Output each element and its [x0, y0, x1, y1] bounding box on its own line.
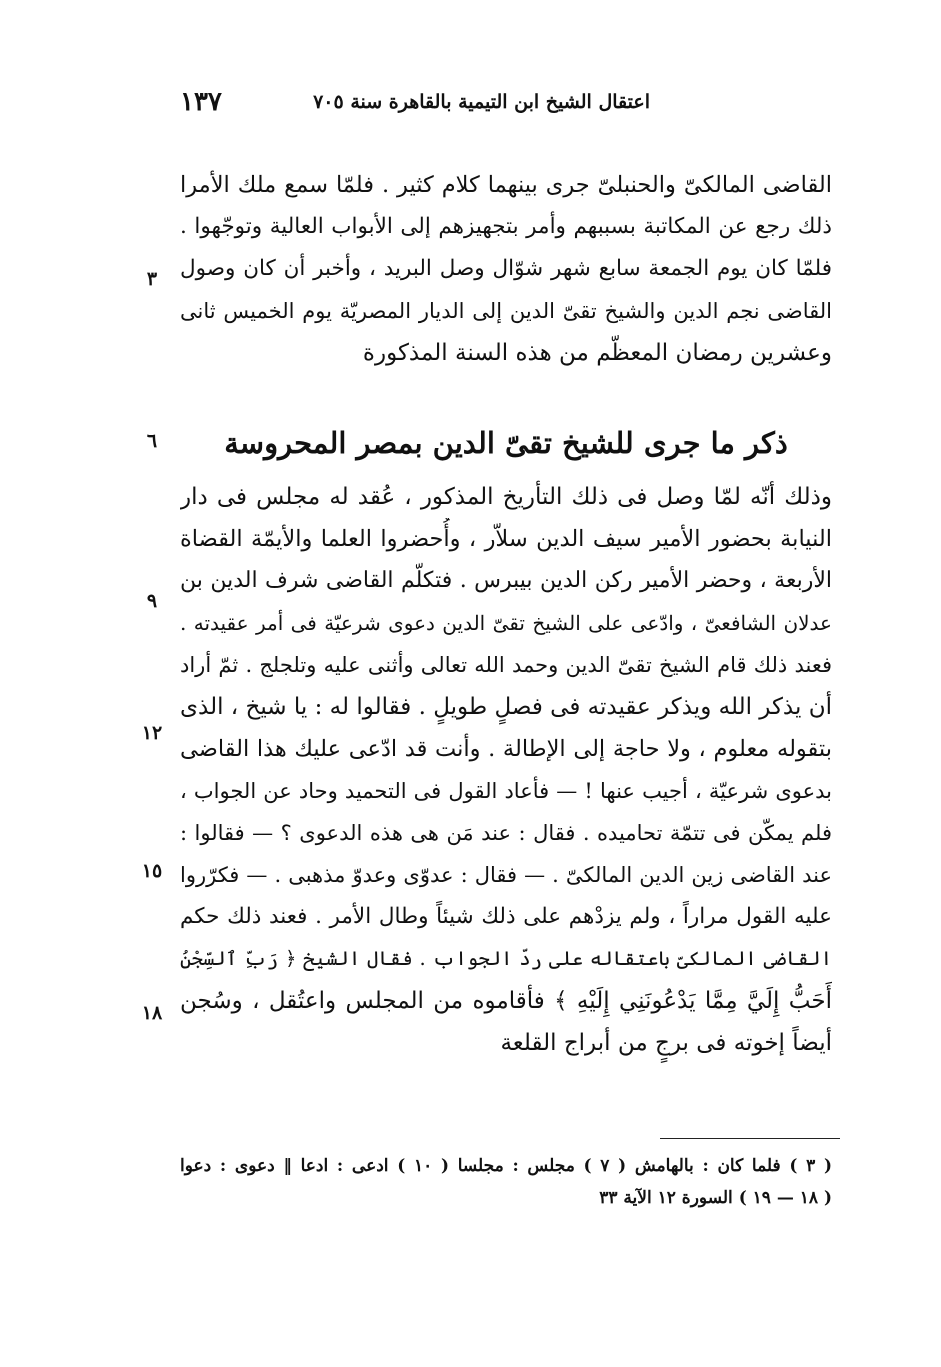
text-line: القاضى المالكىّ باعتقاله على ردّ الجواب . فقال الشيخ ﴿ رَبِّ ٱلسِّجْنُ	[180, 947, 832, 970]
line-number: ٩	[146, 590, 158, 612]
text-line: القاضى المالكىّ والحنبلىّ جرى بينهما كلام كثير . فلمّا سمع ملك الأمرا	[180, 172, 832, 198]
footnotes	[180, 1150, 832, 1214]
text-line: القاضى نجم الدين والشيخ تقىّ الدين إلى الديار المصريّة يوم الخميس ثانى	[180, 299, 832, 323]
line-number: ٦	[146, 430, 158, 452]
text-line: عند القاضى زين الدين المالكىّ . — فقال : عدوّى وعدوّ مذهبى . — فكرّروا	[180, 863, 832, 887]
text-line: النيابة بحضور الأمير سيف الدين سلاّر ، وأُحضروا العلما والأيمّة القضاة	[180, 526, 832, 552]
paragraph-main	[180, 476, 832, 1064]
text-line: أن يذكر الله ويذكر عقيدته فى فصلٍ طويلٍ . فقالوا له : يا شيخ ، الذى	[180, 694, 832, 720]
text-line: الأربعة ، وحضر الأمير ركن الدين بيبرس . فتكلّم القاضى شرف الدين بن	[180, 568, 832, 593]
page-number: ١٣٧	[180, 87, 222, 117]
text-line: فلمّا كان يوم الجمعة سابع شهر شوّال وصل البريد ، وأخبر أن كان وصول	[180, 256, 832, 281]
text-line: ذلك رجع عن المكاتبة بسببهم وأمر بتجهيزهم إلى الأبواب العالية وتوجّهوا .	[180, 214, 832, 239]
footnote-divider	[660, 1138, 840, 1139]
text-line: عليه القول مراراً ، ولم يزدْهم على ذلك شيئاً وطال الأمر . فعند ذلك حكم	[180, 904, 832, 929]
line-number: ١٢	[141, 722, 163, 744]
section-heading: ذكر ما جرى للشيخ تقىّ الدين بمصر المحروسة	[224, 426, 788, 460]
line-number: ١٨	[141, 1002, 163, 1024]
paragraph-continuation	[180, 164, 832, 374]
text-line: فعند ذلك قام الشيخ تقىّ الدين وحمد الله تعالى وأثنى عليه وتلجلج . ثمّ أراد	[180, 653, 832, 677]
text-line: عدلان الشافعىّ ، وادّعى على الشيخ تقىّ الدين دعوى شرعيّة فى أمر عقيدته .	[180, 611, 832, 635]
text-line: بتقوله معلوم ، ولا حاجة إلى الإطالة . وأنت قد ادّعى عليك هذا القاضى	[180, 736, 832, 762]
footnote-line: ( ٣ ) فلما كان : بالهامش ( ٧ ) مجلس : مجلسا ( ١٠ ) ادعى : ادعا ‖ دعوى : دعوا	[180, 1156, 833, 1176]
line-number: ١٥	[141, 860, 163, 882]
running-header	[180, 84, 650, 120]
text-line: أَحَبُّ إِلَيَّ مِمَّا يَدْعُونَنِي إِلَيْهِ ﴾ فأقاموه من المجلس واعتُقل ، وسُجن	[180, 988, 832, 1014]
footnote-line: ( ١٨ — ١٩ ) السورة ١٢ الآية ٣٣	[599, 1188, 832, 1208]
running-header-title: اعتقال الشيخ ابن التيمية بالقاهرة سنة ٧٠٥	[313, 91, 650, 113]
text-line: وعشرين رمضان المعظّم من هذه السنة المذكورة	[362, 340, 832, 366]
text-line: فلم يمكّن فى تتمّة تحاميده . فقال : عند مَن هى هذه الدعوى ؟ — فقالوا :	[180, 821, 832, 845]
text-line: أيضاً إخوته فى برجٍ من أبراج القلعة	[500, 1030, 832, 1056]
text-line: وذلك أنّه لمّا وصل فى ذلك التأريخ المذكور ، عُقد له مجلس فى دار	[180, 484, 832, 510]
line-number: ٣	[146, 268, 158, 290]
text-line: بدعوى شرعيّة ، أجيب عنها ! — فأعاد القول فى التحميد وحاد عن الجواب ،	[180, 779, 832, 803]
